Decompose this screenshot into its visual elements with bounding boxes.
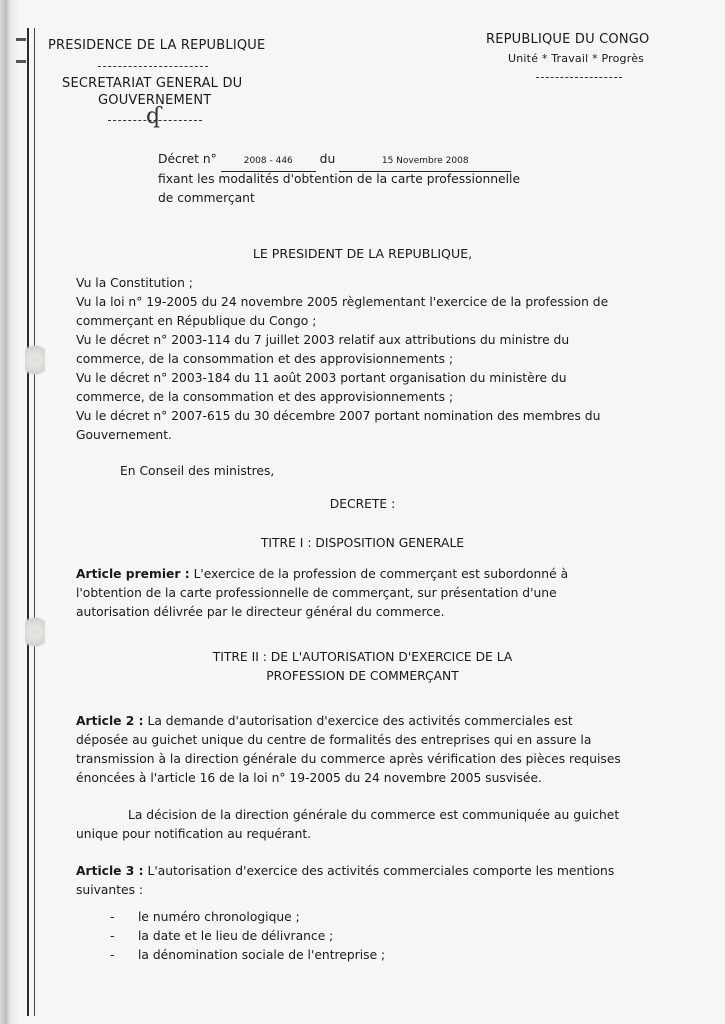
decree-number: 2008 - 446 (221, 152, 316, 172)
header-gouvernement: GOUVERNEMENT (98, 93, 212, 108)
article-3-label: Article 3 : (76, 864, 144, 878)
article-2-para2-line1: La décision de la direction générale du commerce est communiquée au guichet (128, 808, 620, 822)
list-item: - la dénomination sociale de l'entreprise ; (110, 948, 386, 962)
titre-1-heading: TITRE I : DISPOSITION GENERALE (260, 536, 465, 550)
article-2-line4: énoncées à l'article 16 de la loi n° 19-2005 du 24 novembre 2005 susvisée. (76, 771, 542, 785)
header-motto: Unité * Travail * Progrès (508, 52, 645, 65)
article-1-text: L'exercice de la profession de commerçant est subordonné à (193, 567, 569, 581)
visa-line: Vu le décret n° 2007-615 du 30 décembre 2007 portant nomination des membres du (76, 409, 601, 423)
visa-line: commerce, de la consommation et des approvisionnements ; (76, 352, 454, 366)
visa-line: Vu le décret n° 2003-114 du 7 juillet 2003 relatif aux attributions du ministre du (76, 333, 570, 347)
president-heading: LE PRESIDENT DE LA REPUBLIQUE, (252, 246, 473, 261)
list-item: - le numéro chronologique ; (110, 910, 300, 924)
article-2-text: La demande d'autorisation d'exercice des activités commerciales est (147, 714, 573, 728)
decree-date: 15 Novembre 2008 (339, 152, 511, 172)
header-divider (536, 77, 622, 78)
decree-du: du (319, 152, 336, 166)
header-divider (98, 66, 208, 67)
article-3-text: L'autorisation d'exercice des activités commerciales comporte les mentions (147, 864, 615, 878)
article-2-para2-line2: unique pour notification au requérant. (76, 827, 312, 841)
visa-line: Vu le décret n° 2003-184 du 11 août 2003 portant organisation du ministère du (76, 371, 567, 385)
article-2-line1 (76, 712, 656, 731)
punch-hole (25, 340, 45, 380)
header-secretariat: SECRETARIAT GENERAL DU (62, 76, 243, 91)
list-item: - la date et le lieu de délivrance ; (110, 929, 334, 943)
binding-line (34, 28, 35, 1016)
visa-line: Gouvernement. (76, 428, 172, 442)
visa-line: commerce, de la consommation et des approvisionnements ; (76, 390, 454, 404)
decrete-heading: DECRETE : (329, 497, 396, 511)
visa-line: commerçant en République du Congo ; (76, 314, 317, 328)
visa-line: Vu la Constitution ; (76, 276, 193, 290)
article-1-line3: autorisation délivrée par le directeur général du commerce. (76, 605, 445, 619)
article-3-line1 (76, 862, 656, 881)
punch-hole (25, 612, 45, 652)
article-3-line2: suivantes : (76, 883, 144, 897)
decree-subject-2: de commerçant (158, 191, 255, 205)
article-2-line2: déposée au guichet unique du centre de formalités des entreprises qui en assure la (76, 733, 592, 747)
article-1-line2: l'obtention de la carte professionnelle de commerçant, sur présentation d'une (76, 586, 557, 600)
titre-2-heading-1: TITRE II : DE L'AUTORISATION D'EXERCICE DE LA (212, 650, 513, 664)
decree-subject-1: fixant les modalités d'obtention de la carte professionnelle (158, 172, 521, 186)
titre-2-heading-2: PROFESSION DE COMMERÇANT (266, 669, 459, 683)
binding-tick (16, 38, 26, 41)
decree-reference (158, 150, 578, 172)
article-2-line3: transmission à la direction générale du commerce après vérification des pièces requises (76, 752, 621, 766)
article-1-label: Article premier : (76, 567, 190, 581)
visa-line: Vu la loi n° 19-2005 du 24 novembre 2005 règlementant l'exercice de la profession de (76, 295, 609, 309)
header-presidence: PRESIDENCE DE LA REPUBLIQUE (48, 38, 266, 53)
decree-prefix: Décret n° (158, 152, 217, 166)
initials-mark: ʠ (146, 104, 162, 129)
binding-line (27, 28, 29, 1016)
conseil-line: En Conseil des ministres, (120, 464, 275, 478)
header-republique: REPUBLIQUE DU CONGO (486, 32, 650, 47)
binding-tick (16, 60, 26, 63)
article-1-line1 (76, 565, 656, 584)
article-2-label: Article 2 : (76, 714, 144, 728)
